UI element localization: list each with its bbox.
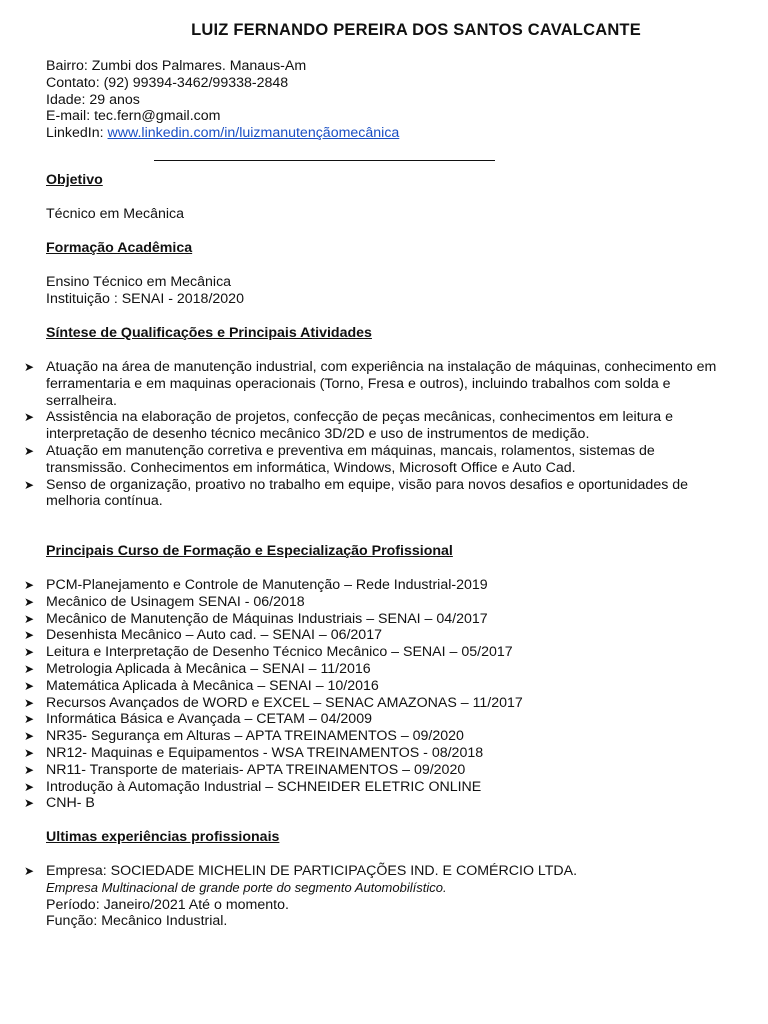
list-item: ➤ Senso de organização, proativo no trabalho em equipe, visão para novos desafios e oportunidades de melhoria contínua. [24,476,689,510]
objetivo-heading: Objetivo [46,172,103,188]
experiencias-heading: Ultimas experiências profissionais [46,829,280,845]
cursos-heading: Principais Curso de Formação e Especialização Profissional [46,543,453,559]
sintese-heading: Síntese de Qualificações e Principais Atividades [46,325,372,341]
arrow-bullet-icon: ➤ [24,360,35,374]
arrow-bullet-icon: ➤ [24,443,35,458]
experience-company: Empresa: SOCIEDADE MICHELIN DE PARTICIPAÇÕES IND. E COMÉRCIO LTDA. [46,863,578,879]
objetivo-section [46,172,736,223]
list-item: ➤ PCM-Planejamento e Controle de Manutenção – Rede Industrial-2019 [24,577,488,593]
arrow-bullet-icon: ➤ [24,745,35,760]
arrow-bullet-icon: ➤ [24,729,35,744]
contact-block [46,58,399,142]
linkedin-label: LinkedIn: [46,125,108,142]
arrow-bullet-icon: ➤ [24,578,35,592]
experience-period: Período: Janeiro/2021 Até o momento. [46,896,289,913]
list-item: ➤ NR35- Segurança em Alturas – APTA TREINAMENTOS – 09/2020 [24,728,464,745]
list-item: ➤ Assistência na elaboração de projetos, confecção de peças mecânicas, conhecimentos em leitura e interpretação de desenho técnico mecânico 3D/2D e uso de instrumentos de medição. [24,409,673,443]
arrow-bullet-icon: ➤ [24,678,35,693]
address-line: Bairro: Zumbi dos Palmares. Manaus-Am [46,58,307,74]
age-line: Idade: 29 anos [46,91,140,108]
experience-company-desc: Empresa Multinacional de grande porte do segmento Automobilístico. [46,879,447,895]
list-item: ➤ NR12- Maquinas e Equipamentos - WSA TREINAMENTOS - 08/2018 [24,744,484,761]
arrow-bullet-icon: ➤ [24,712,35,727]
arrow-bullet-icon: ➤ [24,864,35,878]
formacao-section [46,240,736,307]
arrow-bullet-icon: ➤ [24,645,35,660]
cursos-list [24,577,724,812]
experiencias-heading-block [46,829,736,846]
list-item: ➤ Leitura e Interpretação de Desenho Técnico Mecânico – SENAI – 05/2017 [24,644,513,661]
formacao-course: Ensino Técnico em Mecânica [46,273,232,290]
objetivo-text: Técnico em Mecânica [46,205,184,222]
list-item: ➤ Recursos Avançados de WORD e EXCEL – SENAC AMAZONAS – 11/2017 [24,694,523,711]
arrow-bullet-icon: ➤ [24,594,35,609]
arrow-bullet-icon: ➤ [24,779,35,794]
arrow-bullet-icon: ➤ [24,477,35,492]
cursos-heading-block [46,543,736,560]
arrow-bullet-icon: ➤ [24,611,35,626]
sintese-list [24,359,724,510]
list-item: ➤ Mecânico de Manutenção de Máquinas Industriais – SENAI – 04/2017 [24,610,488,627]
separator-rule [154,160,495,161]
arrow-bullet-icon: ➤ [24,661,35,676]
linkedin-line [46,125,399,142]
experiencias-list [24,863,724,930]
experience-role: Função: Mecânico Industrial. [46,913,228,930]
linkedin-link[interactable]: www.linkedin.com/in/luizmanutençãomecânica [107,125,400,142]
arrow-bullet-icon: ➤ [24,695,35,710]
arrow-bullet-icon: ➤ [24,762,35,777]
email-line: E-mail: tec.fern@gmail.com [46,108,221,125]
arrow-bullet-icon: ➤ [24,628,35,643]
list-item: ➤ Atuação em manutenção corretiva e preventiva em máquinas, mancais, rolamentos, sistemas de transmissão. Conhecimentos em informática, Windows, Microsoft Office e Auto Cad. [24,442,655,476]
list-item: ➤ Desenhista Mecânico – Auto cad. – SENAI – 06/2017 [24,627,382,644]
list-item: ➤ Introdução à Automação Industrial – SCHNEIDER ELETRIC ONLINE [24,778,482,795]
candidate-name: LUIZ FERNANDO PEREIRA DOS SANTOS CAVALCANTE [191,21,641,39]
arrow-bullet-icon: ➤ [24,410,35,425]
list-item [24,863,724,930]
list-item: ➤ NR11- Transporte de materiais- APTA TREINAMENTOS – 09/2020 [24,761,466,778]
list-item: ➤ Metrologia Aplicada à Mecânica – SENAI – 11/2016 [24,660,371,677]
list-item: ➤ CNH- B [24,795,95,812]
list-item: ➤ Informática Básica e Avançada – CETAM – 04/2009 [24,711,372,728]
formacao-institution: Instituição : SENAI - 2018/2020 [46,290,244,307]
list-item: ➤ Mecânico de Usinagem SENAI - 06/2018 [24,593,305,610]
sintese-heading-block [46,325,736,342]
list-item: ➤ Matemática Aplicada à Mecânica – SENAI – 10/2016 [24,677,379,694]
phone-line: Contato: (92) 99394-3462/99338-2848 [46,74,289,91]
formacao-heading: Formação Acadêmica [46,240,193,256]
arrow-bullet-icon: ➤ [24,796,35,811]
list-item: ➤ Atuação na área de manutenção industrial, com experiência na instalação de máquinas, conhecimento em ferramentaria e em maquinas operacionais (Torno, Fresa e outros), incluindo trabalhos com solda e serralheira. [24,359,717,409]
